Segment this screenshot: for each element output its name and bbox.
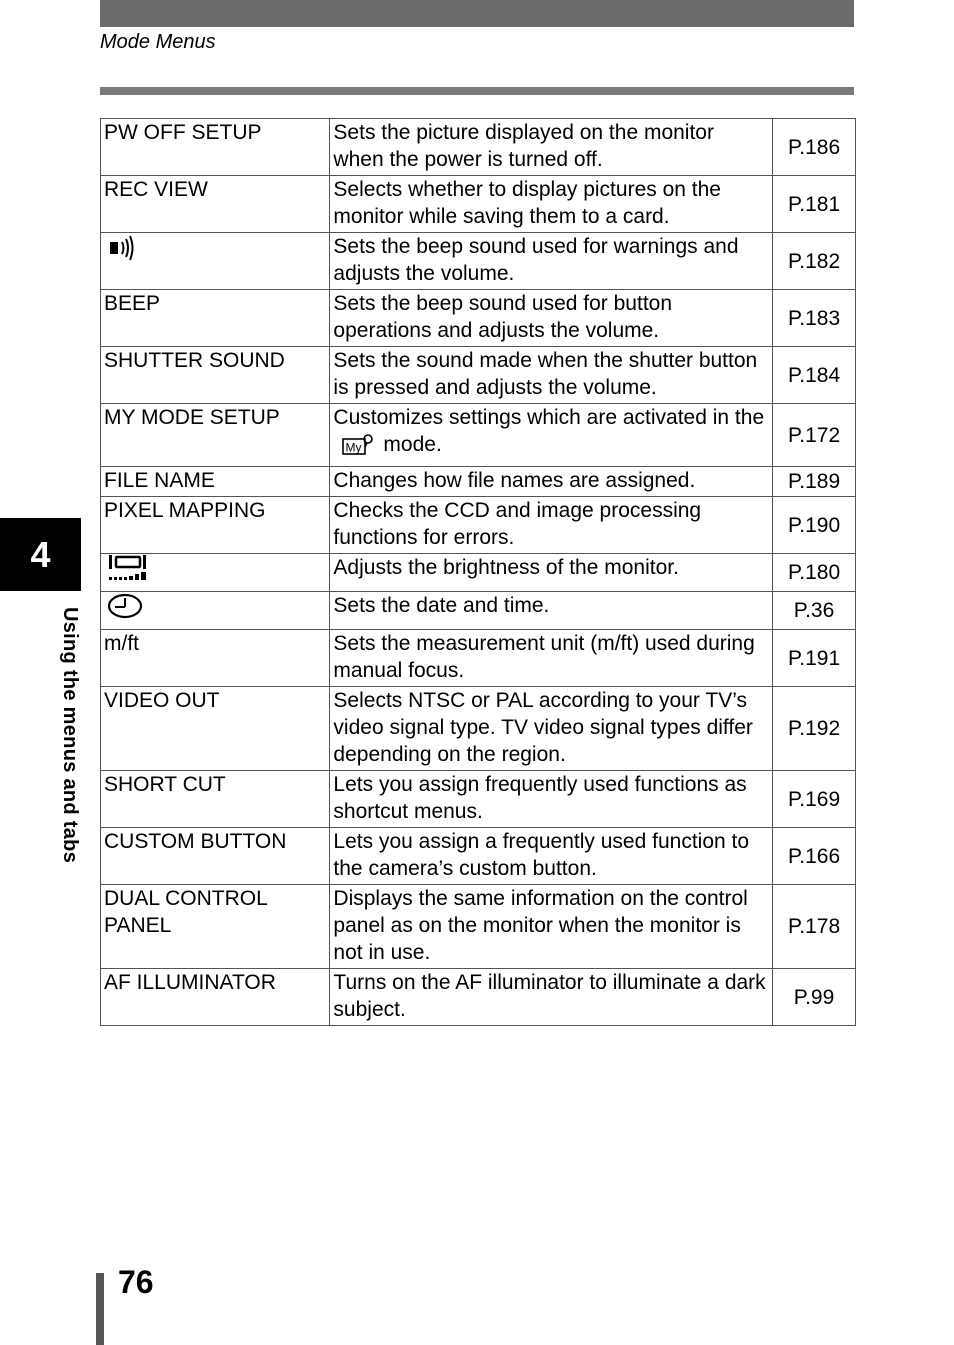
description-text: Turns on the AF illuminator to illuminate a dark subject. — [333, 971, 766, 1021]
description-text: Sets the picture displayed on the monitor when the power is turned off. — [333, 121, 714, 171]
page-reference: P.180 — [787, 561, 841, 584]
description-cell — [330, 771, 773, 828]
description-text: Displays the same information on the control panel as on the monitor when the monitor is not in use. — [333, 887, 748, 964]
menu-item-label: CUSTOM BUTTON — [104, 830, 287, 853]
page-ref-cell — [773, 687, 856, 771]
page-ref-cell — [773, 290, 856, 347]
menu-item-label: FILE NAME — [104, 469, 215, 492]
menu-item-label: MY MODE SETUP — [104, 406, 280, 429]
page-ref-cell — [773, 885, 856, 969]
page-ref-cell — [773, 630, 856, 687]
description-cell — [330, 969, 773, 1026]
menu-table — [100, 118, 856, 1026]
page-ref-cell — [773, 771, 856, 828]
page-reference: P.178 — [787, 915, 841, 938]
menu-item-cell — [101, 554, 330, 592]
description-cell — [330, 347, 773, 404]
clock-icon — [104, 592, 144, 627]
page-ref-cell — [773, 467, 856, 497]
page-reference: P.184 — [787, 363, 841, 387]
table-row — [101, 119, 856, 176]
chapter-tab — [0, 518, 81, 591]
menu-item-cell — [101, 497, 330, 554]
description-cell — [330, 497, 773, 554]
table-row — [101, 885, 856, 969]
table-row — [101, 969, 856, 1026]
description-cell — [330, 687, 773, 771]
description-text: Sets the date and time. — [333, 594, 550, 617]
page-reference: P.182 — [787, 249, 841, 273]
description-cell — [330, 467, 773, 497]
description-text: Customizes settings which are activated in the — [333, 406, 765, 429]
header-bar — [100, 0, 854, 27]
chapter-label: Using the menus and tabs — [59, 607, 81, 864]
page-reference: P.191 — [787, 646, 841, 670]
page-reference: P.192 — [787, 717, 841, 740]
page-ref-cell — [773, 347, 856, 404]
page-bar — [96, 1273, 104, 1345]
page-ref-cell — [773, 969, 856, 1026]
menu-item-label: AF ILLUMINATOR — [104, 971, 276, 994]
table-row — [101, 404, 856, 467]
description-cell — [330, 828, 773, 885]
description-cell — [330, 404, 773, 467]
description-cell — [330, 554, 773, 592]
speaker-volume-icon — [104, 233, 144, 270]
menu-item-cell — [101, 687, 330, 771]
page-reference: P.172 — [787, 423, 841, 447]
page-reference: P.183 — [787, 306, 841, 330]
header-rule — [100, 87, 854, 95]
description-text: Lets you assign frequently used functions as shortcut menus. — [333, 773, 747, 823]
svg-text:My: My — [345, 440, 362, 455]
menu-item-cell — [101, 176, 330, 233]
menu-item-label: SHUTTER SOUND — [104, 349, 285, 372]
menu-item-label: VIDEO OUT — [104, 689, 220, 712]
menu-item-cell — [101, 969, 330, 1026]
description-text: Sets the measurement unit (m/ft) used during manual focus. — [333, 632, 755, 682]
page-ref-cell — [773, 176, 856, 233]
menu-item-cell — [101, 592, 330, 630]
menu-item-cell — [101, 828, 330, 885]
description-cell — [330, 233, 773, 290]
page-reference: P.181 — [787, 192, 841, 216]
description-text: Checks the CCD and image processing functions for errors. — [333, 499, 702, 549]
table-row — [101, 771, 856, 828]
table-row — [101, 467, 856, 497]
description-cell — [330, 592, 773, 630]
description-text: mode. — [383, 433, 442, 456]
monitor-brightness-icon — [104, 554, 148, 589]
table-row — [101, 347, 856, 404]
table-row — [101, 554, 856, 592]
description-cell — [330, 119, 773, 176]
menu-item-label: PW OFF SETUP — [104, 121, 262, 144]
menu-item-cell — [101, 347, 330, 404]
menu-item-cell — [101, 233, 330, 290]
description-text: Adjusts the brightness of the monitor. — [333, 556, 679, 579]
menu-item-cell — [101, 467, 330, 497]
menu-item-label: DUAL CONTROL PANEL — [104, 887, 267, 937]
table-row — [101, 176, 856, 233]
menu-item-cell — [101, 119, 330, 176]
description-cell — [330, 176, 773, 233]
table-row — [101, 233, 856, 290]
description-cell — [330, 885, 773, 969]
menu-item-cell — [101, 771, 330, 828]
description-cell — [330, 630, 773, 687]
menu-item-cell — [101, 885, 330, 969]
page-reference: P.99 — [793, 985, 835, 1009]
menu-item-label: m/ft — [104, 632, 139, 655]
page-ref-cell — [773, 497, 856, 554]
page-reference: P.166 — [787, 844, 841, 868]
page-reference: P.169 — [787, 787, 841, 811]
description-text: Sets the sound made when the shutter button is pressed and adjusts the volume. — [333, 349, 758, 399]
page-number: 76 — [118, 1264, 154, 1300]
menu-item-label: SHORT CUT — [104, 773, 226, 796]
menu-item-label: BEEP — [104, 292, 161, 315]
menu-item-cell — [101, 630, 330, 687]
page-ref-cell — [773, 233, 856, 290]
section-title: Mode Menus — [100, 31, 216, 53]
description-text: Selects whether to display pictures on the monitor while saving them to a card. — [333, 178, 721, 228]
table-row — [101, 687, 856, 771]
menu-item-label: REC VIEW — [104, 178, 208, 201]
table-row — [101, 592, 856, 630]
menu-item-cell — [101, 290, 330, 347]
page-ref-cell — [773, 404, 856, 467]
table-row — [101, 290, 856, 347]
page-ref-cell — [773, 828, 856, 885]
my-mode-icon — [341, 433, 375, 464]
table-row — [101, 630, 856, 687]
page-ref-cell — [773, 554, 856, 592]
description-text: Sets the beep sound used for button operations and adjusts the volume. — [333, 292, 673, 342]
menu-item-cell — [101, 404, 330, 467]
page-reference: P.36 — [793, 599, 835, 622]
page-reference: P.189 — [787, 470, 841, 493]
chapter-number: 4 — [30, 533, 51, 575]
description-text: Changes how file names are assigned. — [333, 469, 696, 492]
description-text: Selects NTSC or PAL according to your TV’s video signal type. TV video signal types differ depending on the region. — [333, 689, 753, 766]
description-text: Sets the beep sound used for warnings and adjusts the volume. — [333, 235, 739, 285]
page-ref-cell — [773, 592, 856, 630]
description-cell — [330, 290, 773, 347]
page-ref-cell — [773, 119, 856, 176]
description-text: Lets you assign a frequently used function to the camera’s custom button. — [333, 830, 750, 880]
page-reference: P.190 — [787, 513, 841, 537]
page-reference: P.186 — [787, 135, 841, 159]
table-row — [101, 497, 856, 554]
table-row — [101, 828, 856, 885]
menu-item-label: PIXEL MAPPING — [104, 499, 266, 522]
